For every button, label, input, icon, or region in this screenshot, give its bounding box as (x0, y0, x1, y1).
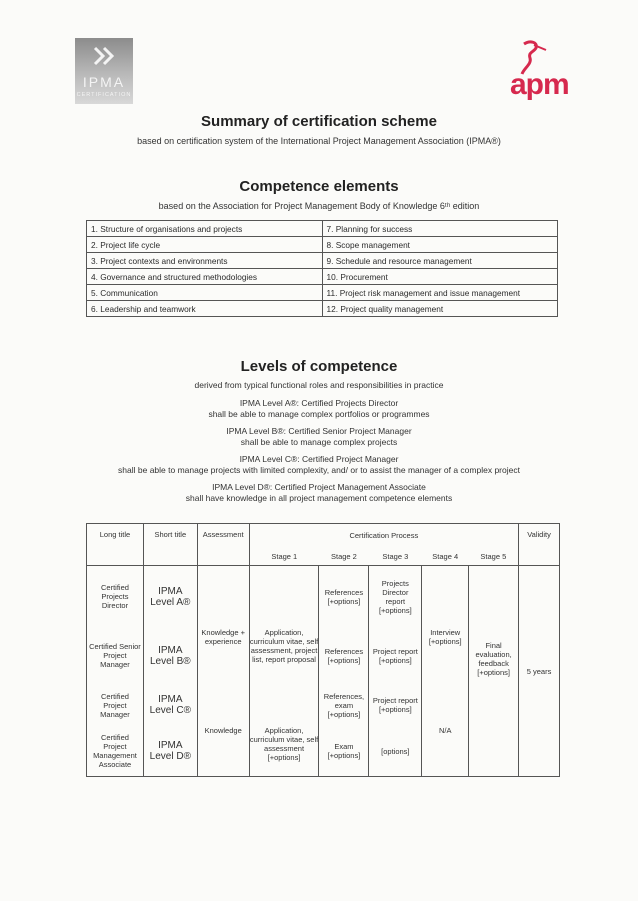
stage3-cell: Project report [+options] (369, 628, 422, 684)
double-chevron-icon (93, 46, 115, 66)
competence-item: 1. Structure of organisations and projects (87, 221, 323, 237)
competence-header (0, 178, 638, 211)
ipma-logo-subtitle: CERTIFICATION (76, 92, 132, 98)
apm-logo-text: apm (510, 68, 569, 101)
level-a-desc: shall be able to manage complex portfolios or programmes (208, 409, 430, 419)
column-header-short-title: Short title (143, 524, 197, 566)
stage2-cell: Exam [+options] (319, 726, 369, 776)
competence-item: 7. Planning for success (322, 221, 558, 237)
page-title: Summary of certification scheme (201, 113, 437, 130)
level-c-title: IPMA Level C®: Certified Project Manager (239, 454, 399, 464)
stage3-cell: Projects Director report [+options] (369, 566, 422, 628)
stage4-value: N/A (438, 726, 452, 735)
column-header-certification-process: Certification Process (249, 524, 518, 548)
apm-logo (500, 38, 580, 104)
column-header-assessment: Assessment (197, 524, 249, 566)
competence-item: 5. Communication (87, 285, 323, 301)
levels-header (0, 358, 638, 375)
stage-header: Stage 1 (249, 548, 319, 566)
stage-header: Stage 2 (319, 548, 369, 566)
column-header-validity: Validity (519, 524, 560, 566)
level-d-desc: shall have knowledge in all project management competence elements (185, 493, 453, 503)
long-title-cell: Certified Project Manager (87, 684, 144, 726)
table-row (87, 237, 558, 253)
stage2-cell: References [+options] (319, 628, 369, 684)
table-header-row (87, 524, 560, 548)
competence-item: 2. Project life cycle (87, 237, 323, 253)
long-title-cell: Certified Senior Project Manager (87, 628, 144, 684)
levels-description (0, 380, 638, 504)
column-header-long-title: Long title (87, 524, 144, 566)
levels-subtitle: derived from typical functional roles and responsibilities in practice (194, 380, 444, 390)
stage3-cell: Project report [+options] (369, 684, 422, 726)
table-row (87, 253, 558, 269)
stage4-value: Interview [+options] (428, 628, 462, 646)
stage-header: Stage 5 (469, 548, 519, 566)
validity-cell: 5 years (519, 566, 560, 777)
long-title-cell: Certified Projects Director (87, 566, 144, 628)
short-title-cell: IPMA Level C® (143, 684, 197, 726)
level-a-title: IPMA Level A®: Certified Projects Director (239, 398, 399, 408)
stage3-cell: [options] (369, 726, 422, 776)
long-title-cell: Certified Project Management Associate (87, 726, 144, 776)
competence-item: 8. Scope management (322, 237, 558, 253)
table-row (87, 269, 558, 285)
table-row (87, 566, 560, 628)
competence-item: 3. Project contexts and environments (87, 253, 323, 269)
stage5-value: Final evaluation, feedback [+options] (475, 641, 512, 677)
assessment-value: Knowledge (204, 726, 242, 735)
short-title-cell: IPMA Level B® (143, 628, 197, 684)
stage5-cell (469, 566, 519, 777)
table-row (87, 301, 558, 317)
competence-item: 9. Schedule and resource management (322, 253, 558, 269)
short-title-cell: IPMA Level D® (143, 726, 197, 776)
competence-item: 12. Project quality management (322, 301, 558, 317)
competence-subtitle: based on the Association for Project Management Body of Knowledge 6ᵗʰ edition (158, 201, 480, 211)
page-subtitle: based on certification system of the International Project Management Association (IPMA®) (137, 136, 501, 146)
ipma-certification-logo (75, 38, 133, 104)
scheme-header (0, 113, 638, 146)
stage-header: Stage 4 (422, 548, 469, 566)
competence-item: 6. Leadership and teamwork (87, 301, 323, 317)
certification-table (86, 523, 560, 777)
assessment-cell (197, 566, 249, 777)
competence-item: 11. Project risk management and issue management (322, 285, 558, 301)
assessment-value: Knowledge + experience (201, 628, 245, 646)
stage4-cell (422, 566, 469, 777)
level-d-title: IPMA Level D®: Certified Project Management Associate (212, 482, 426, 492)
competence-item: 10. Procurement (322, 269, 558, 285)
level-b-title: IPMA Level B®: Certified Senior Project Manager (226, 426, 412, 436)
stage1-cell (249, 566, 319, 777)
competence-table (86, 220, 558, 317)
level-c-desc: shall be able to manage projects with limited complexity, and/ or to assist the manager of a complex project (118, 465, 520, 475)
stage2-cell: References, exam [+options] (319, 684, 369, 726)
short-title-cell: IPMA Level A® (143, 566, 197, 628)
table-row (87, 221, 558, 237)
stage2-cell: References [+options] (319, 566, 369, 628)
level-b-desc: shall be able to manage complex projects (240, 437, 398, 447)
table-row (87, 285, 558, 301)
levels-title: Levels of competence (240, 358, 398, 375)
competence-item: 4. Governance and structured methodologies (87, 269, 323, 285)
competence-title: Competence elements (239, 178, 399, 195)
stage1-value: Application, curriculum vitae, self assessment, project list, report proposal (249, 628, 319, 664)
stage1-value: Application, curriculum vitae, self assessment [+options] (249, 726, 319, 762)
stage-header: Stage 3 (369, 548, 422, 566)
ipma-logo-name: IPMA (82, 74, 126, 90)
